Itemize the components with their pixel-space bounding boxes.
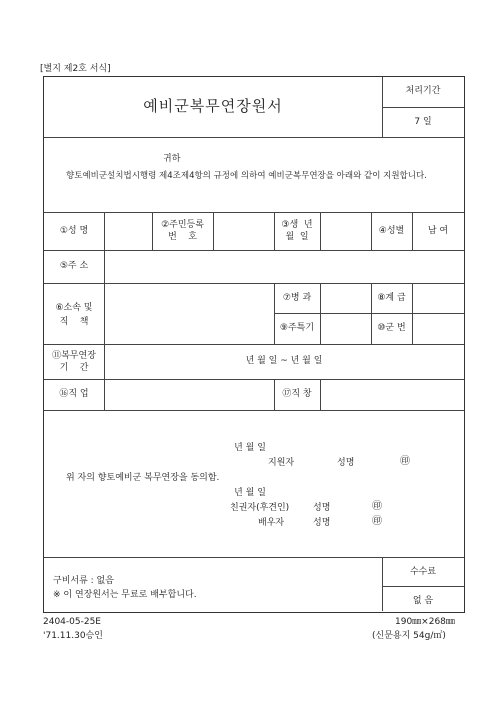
- rule: [320, 212, 321, 250]
- rule: [44, 557, 464, 558]
- sex-options: 남 여: [427, 226, 449, 236]
- fee-label: 수수료: [409, 567, 437, 577]
- consent-date: 년 월 일: [234, 488, 266, 498]
- free-distribution-note: ※ 이 연장원서는 무료로 배부합니다.: [53, 590, 197, 600]
- affiliation-label: ⑥소속 및 직 책: [55, 303, 93, 327]
- birth-date-label: ③생 년 월 일: [281, 220, 313, 242]
- rank-label: ⑧계 급: [377, 293, 406, 303]
- guardian-seal: ㊞: [372, 501, 382, 512]
- rule: [44, 410, 464, 411]
- processing-divider: [382, 107, 464, 108]
- approval-date: '71.11.30승인: [43, 631, 103, 641]
- paper-size: 190㎜×268㎜: [395, 617, 455, 627]
- service-number-label: ⑩군 번: [377, 323, 406, 333]
- rule: [44, 344, 464, 345]
- processing-period-value: 7 일: [414, 117, 432, 127]
- rule: [44, 250, 464, 251]
- rule: [44, 212, 464, 213]
- rule: [104, 212, 105, 410]
- processing-period-label: 처리기간: [405, 86, 441, 96]
- applicant-seal: ㊞: [400, 456, 410, 467]
- job-position-label: ⑰직 창: [282, 389, 312, 399]
- resident-number-label: ②주민등록 번 호: [161, 220, 204, 242]
- rule: [44, 379, 464, 380]
- branch-label: ⑦병 과: [282, 293, 312, 303]
- rule: [320, 283, 321, 344]
- form-label: [별지 제2호 서식]: [40, 64, 111, 74]
- job-label: ⑯직 업: [59, 389, 89, 399]
- form-title: 예비군복무연장원서: [143, 97, 283, 115]
- rule: [274, 313, 464, 314]
- required-documents: 구비서류 : 없음: [53, 576, 114, 586]
- spouse-name-label: 성명: [313, 518, 331, 528]
- addressee: 귀하: [163, 154, 181, 164]
- spouse-seal: ㊞: [372, 516, 382, 527]
- paper-spec: (신문용지 54g/㎡): [372, 631, 446, 641]
- application-date: 년 월 일: [234, 443, 266, 453]
- specialty-label: ⑨주특기: [279, 323, 315, 333]
- title-bottom-rule: [44, 137, 464, 138]
- guardian-name-label: 성명: [313, 503, 331, 513]
- name-label: ①성 명: [59, 226, 89, 236]
- rule: [213, 212, 214, 250]
- address-label: ⑤주 소: [59, 261, 89, 271]
- sex-label: ④성별: [378, 226, 405, 236]
- fee-divider: [382, 586, 464, 587]
- rule: [320, 379, 321, 410]
- extension-period-label: ⑪복무연장 기 간: [52, 351, 96, 373]
- spouse-label: 배우자: [258, 518, 285, 528]
- fee-value: 없 음: [412, 596, 434, 606]
- extension-period-value: 년 월 일 ~ 년 월 일: [245, 356, 323, 366]
- rule: [412, 283, 413, 344]
- guardian-label: 친권자(후견인): [230, 503, 290, 513]
- consent-text: 위 자의 향토예비군 복무연장을 동의함.: [66, 473, 220, 483]
- applicant-label: 지원자: [268, 458, 295, 468]
- applicant-name-label: 성명: [337, 458, 355, 468]
- form-code: 2404-05-25E: [43, 617, 101, 627]
- intro-text: 향토예비군설치법시행령 제4조제4항의 규정에 의하여 예비군복무연장을 아래와 같이 지원합니다.: [66, 171, 427, 181]
- rule: [44, 283, 464, 284]
